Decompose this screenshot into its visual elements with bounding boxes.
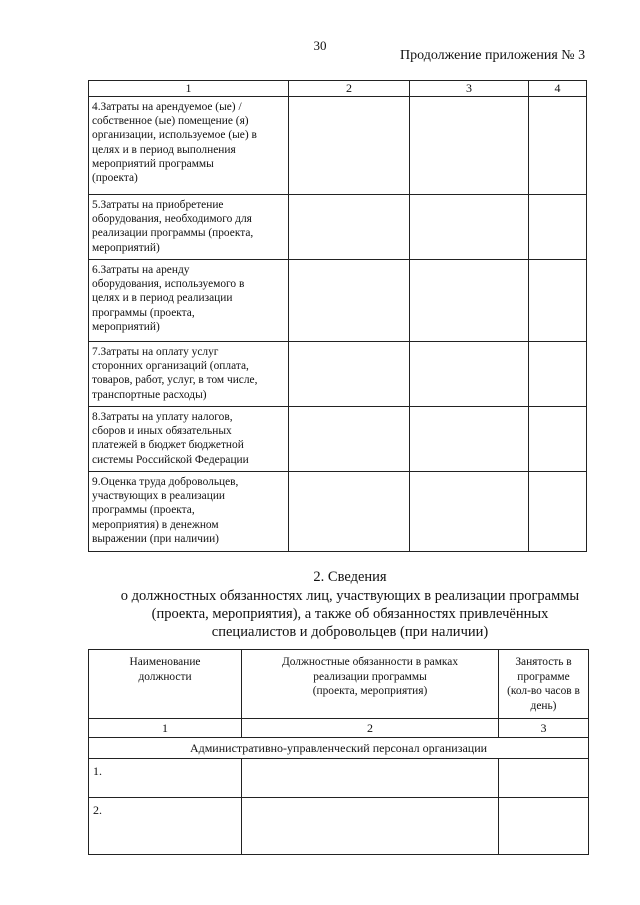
costs-row xyxy=(89,260,587,342)
cost-value-cell xyxy=(289,260,410,342)
page-number: 30 xyxy=(313,38,327,53)
cost-value-cell xyxy=(410,342,529,407)
staff-row-duties-cell xyxy=(242,798,499,855)
staff-column-number: 3 xyxy=(499,719,589,738)
cost-value-cell xyxy=(289,472,410,552)
costs-table xyxy=(88,80,587,552)
cost-value-cell xyxy=(289,97,410,195)
cost-value-cell xyxy=(529,407,587,472)
cost-value-cell xyxy=(529,342,587,407)
appendix-continuation-label: Продолжение приложения № 3 xyxy=(400,48,586,63)
staff-row-employment-cell xyxy=(499,759,589,798)
staff-column-number: 1 xyxy=(89,719,242,738)
costs-column-number: 4 xyxy=(529,81,587,97)
cost-item-label: 5.Затраты на приобретение оборудования, необходимого для реализации программы (проекта, мероприятий) xyxy=(89,195,289,260)
costs-row xyxy=(89,195,587,260)
costs-row xyxy=(89,407,587,472)
costs-column-number: 3 xyxy=(410,81,529,97)
cost-item-label: 4.Затраты на арендуемое (ые) / собственное (ые) помещение (я) организации, используемое (ые) в целях и в период выполнения мероприятий программы (проекта) xyxy=(89,97,289,195)
staff-row-position-cell xyxy=(89,759,242,798)
section-2-subtitle: (проекта, мероприятия), а также об обязанностях привлечённых xyxy=(151,606,549,622)
cost-item-label: 8.Затраты на уплату налогов, сборов и иных обязательных платежей в бюджет бюджетной системы Российской Федерации xyxy=(89,407,289,472)
cost-value-cell xyxy=(529,97,587,195)
staff-row xyxy=(89,759,589,798)
cost-value-cell xyxy=(529,195,587,260)
cost-item-label: 6.Затраты на аренду оборудования, используемого в целях и в период реализации программы (проекта, мероприятий) xyxy=(89,260,289,342)
staff-group-label: Административно-управленческий персонал организации xyxy=(89,738,589,759)
staff-row-position-cell xyxy=(89,798,242,855)
staff-column-numbers-row xyxy=(89,719,589,738)
costs-column-number: 2 xyxy=(289,81,410,97)
staff-group-row xyxy=(89,738,589,759)
costs-row xyxy=(89,342,587,407)
cost-value-cell xyxy=(289,342,410,407)
cost-value-cell xyxy=(410,260,529,342)
staff-column-number: 2 xyxy=(242,719,499,738)
staff-row-duties-cell xyxy=(242,759,499,798)
staff-duties-table xyxy=(88,649,589,855)
staff-row-number: 2. xyxy=(93,803,102,817)
staff-row-employment-cell xyxy=(499,798,589,855)
cost-value-cell xyxy=(410,472,529,552)
section-2-heading: 2. Сведения xyxy=(313,569,387,585)
column-header-employment: Занятость в программе (кол-во часов в день) xyxy=(499,650,589,719)
costs-column-number: 1 xyxy=(89,81,289,97)
cost-value-cell xyxy=(289,195,410,260)
cost-value-cell xyxy=(410,97,529,195)
staff-header-row xyxy=(89,650,589,719)
section-2-subtitle: о должностных обязанностях лиц, участвующих в реализации программы xyxy=(120,588,580,604)
column-header-position: Наименование должности xyxy=(89,650,242,719)
cost-item-label: 7.Затраты на оплату услуг сторонних организаций (оплата, товаров, работ, услуг, в том числе, транспортные расходы) xyxy=(89,342,289,407)
staff-row xyxy=(89,798,589,855)
cost-value-cell xyxy=(410,407,529,472)
column-header-duties: Должностные обязанности в рамках реализации программы (проекта, мероприятия) xyxy=(242,650,499,719)
cost-value-cell xyxy=(529,260,587,342)
cost-value-cell xyxy=(410,195,529,260)
cost-value-cell xyxy=(289,407,410,472)
costs-row xyxy=(89,97,587,195)
cost-item-label: 9.Оценка труда добровольцев, участвующих в реализации программы (проекта, мероприятия) в денежном выражении (при наличии) xyxy=(89,472,289,552)
staff-row-number: 1. xyxy=(93,764,102,778)
costs-row xyxy=(89,472,587,552)
costs-column-numbers-row xyxy=(89,81,587,97)
section-2-subtitle: специалистов и добровольцев (при наличии) xyxy=(211,624,489,640)
cost-value-cell xyxy=(529,472,587,552)
